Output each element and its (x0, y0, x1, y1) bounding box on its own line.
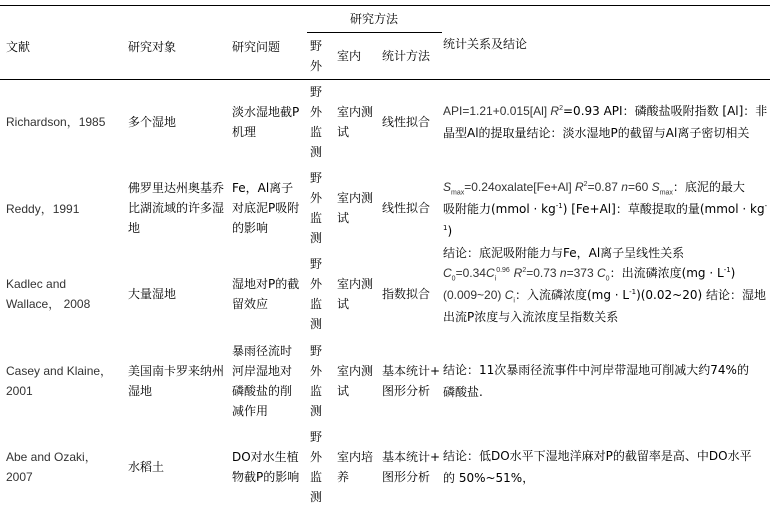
reference-cell (6, 447, 97, 487)
formula-text: =0.24oxalate[Fe+Al] (464, 180, 575, 194)
question-line: DO对水生植 (232, 450, 299, 464)
question-line: 湿地对P的截 (232, 277, 300, 291)
question-cell (232, 178, 299, 238)
reference-line: Wallace， 2008 (6, 297, 91, 311)
subject-line: 佛罗里达州奥基乔 (128, 181, 225, 195)
superscript: -1 (443, 202, 768, 232)
stat-method-cell: 线性拟合 (382, 115, 431, 129)
conclusion-line: 晶型Al的提取量结论：淡水湿地P的截留与Al离子密切相关 (443, 126, 750, 140)
conclusion-cell (443, 176, 768, 264)
reference-line: 2007 (6, 470, 33, 484)
s-symbol: S (651, 180, 660, 194)
formula-text: 吸附能力(mmol · kg (443, 202, 556, 216)
conclusion-line: 结论：11次暴雨径流事件中河岸带湿地可削减大约74%的 (443, 363, 749, 377)
stat-method-cell: 指数拟合 (382, 287, 431, 301)
reference-cell (6, 274, 90, 314)
stat-method-cell (382, 361, 440, 401)
formula-text: =0.34 (455, 266, 486, 280)
question-line: 减作用 (232, 404, 269, 418)
question-cell (232, 102, 299, 142)
subject-cell (128, 178, 224, 238)
formula-text: ) (730, 266, 736, 280)
subscript: 0 (605, 275, 610, 283)
field-char: 外 (310, 277, 323, 291)
conclusion-cell (443, 262, 768, 328)
s-symbol: S (443, 180, 452, 194)
reference-cell: Reddy，1991 (6, 202, 80, 216)
formula-text: =373 (566, 266, 597, 280)
subject-cell: 水稻土 (128, 460, 165, 474)
conclusion-line: 磷酸盐. (443, 385, 483, 399)
superscript: -1 (629, 288, 637, 296)
subscript: max (451, 189, 465, 197)
r-symbol: R (575, 180, 584, 194)
conclusion-line: 结论：低DO水平下湿地洋麻对P的截留率是高、中DO水平 (443, 449, 752, 463)
reference-cell: Richardson，1985 (6, 115, 106, 129)
subscript: max (659, 189, 673, 197)
formula-text: API=1.21+0.015[Al] (443, 104, 551, 118)
question-cell (232, 341, 292, 421)
subject-cell: 大量湿地 (128, 287, 177, 301)
header-subject: 研究对象 (128, 40, 177, 54)
formula-text: =0.93 API：磷酸盐吸附指数 [Al]：非 (563, 104, 768, 118)
subscript: 0 (451, 275, 456, 283)
subject-line: 比湖流域的许多湿 (128, 201, 225, 215)
header-field: 野外 (310, 39, 323, 73)
conclusion-line (443, 198, 768, 242)
lab-line: 试 (337, 125, 350, 139)
field-cell (310, 168, 324, 248)
field-char: 测 (310, 404, 323, 418)
stat-method-cell: 线性拟合 (382, 201, 431, 215)
field-char: 外 (310, 105, 323, 119)
question-line: 河岸湿地对 (232, 364, 293, 378)
conclusion-cell (443, 445, 768, 489)
field-char: 外 (310, 450, 323, 464)
superscript: -1 (555, 202, 563, 210)
formula-text: =60 (627, 180, 652, 194)
question-line: 磷酸盐的削 (232, 384, 293, 398)
subscript: i (513, 297, 515, 305)
header-method-group: 研究方法 (350, 12, 399, 26)
lab-cell (337, 188, 373, 228)
field-cell (310, 341, 324, 421)
superscript: -1 (723, 266, 731, 274)
field-char: 外 (310, 364, 323, 378)
lab-line: 室内测 (337, 277, 374, 291)
formula-text: ) [Fe+Al]：草酸提取的量(mmol · kg (562, 202, 765, 216)
lab-line: 室内培 (337, 450, 374, 464)
formula-text: (0.009~20) (443, 288, 505, 302)
subscript: i (494, 275, 497, 283)
question-line: 对底泥P吸附 (232, 201, 300, 215)
question-line: 的影响 (232, 221, 269, 235)
formula-text: ：底泥的最大 (672, 180, 745, 194)
conclusion-cell (443, 359, 768, 403)
field-char: 外 (310, 191, 323, 205)
field-char: 监 (310, 470, 323, 484)
stat-method-line: 图形分析 (382, 470, 431, 484)
question-cell (232, 274, 299, 314)
c-symbol: C (443, 266, 452, 280)
lab-cell (337, 274, 373, 314)
formula-text: =0.87 (587, 180, 622, 194)
field-char: 监 (310, 384, 323, 398)
lab-line: 室内测 (337, 105, 374, 119)
question-line: 暴雨径流时 (232, 344, 293, 358)
field-char: 野 (310, 257, 323, 271)
field-char: 监 (310, 125, 323, 139)
reference-line: Abe and Ozaki， (6, 450, 97, 464)
superscript: 2 (583, 181, 588, 188)
field-cell (310, 427, 324, 507)
header-question: 研究问题 (232, 40, 281, 54)
conclusion-line: 出流P浓度与入流浓度呈指数关系 (443, 310, 619, 324)
lab-line: 养 (337, 470, 350, 484)
conclusion-cell (443, 100, 768, 144)
reference-line: Kadlec and (6, 277, 67, 291)
conclusion-line (443, 176, 768, 198)
question-line: 物截P的影响 (232, 470, 300, 484)
r-symbol: R (513, 266, 523, 280)
field-char: 野 (310, 85, 323, 99)
header-bottom-rule (0, 79, 770, 80)
n-symbol: n (621, 180, 628, 194)
field-char: 野 (310, 171, 323, 185)
table-top-rule (0, 5, 770, 6)
field-char: 测 (310, 231, 323, 245)
formula-text: ：出流磷浓度(mg · L (609, 266, 724, 280)
question-line: 机理 (232, 125, 257, 139)
formula-text: ：入流磷浓度(mg · L (514, 288, 630, 302)
subject-line: 湿地 (128, 384, 153, 398)
stat-method-line: 图形分析 (382, 384, 431, 398)
field-cell (310, 82, 324, 162)
header-stat-method: 统计方法 (382, 49, 431, 63)
lab-line: 室内测 (337, 364, 374, 378)
stat-method-line: 基本统计+ (382, 450, 441, 464)
c-symbol: C (504, 288, 514, 302)
lab-line: 室内测 (337, 191, 374, 205)
conclusion-line (443, 100, 768, 122)
lab-line: 试 (337, 297, 350, 311)
field-cell (310, 254, 324, 334)
reference-cell (6, 361, 112, 401)
formula-text: )(0.02~20) 结论：湿地 (636, 288, 766, 302)
reference-line: 2001 (6, 384, 33, 398)
field-char: 测 (310, 490, 323, 504)
formula-text: =0.73 (526, 266, 560, 280)
header-lab: 室内 (337, 49, 362, 63)
r-symbol: R (550, 104, 560, 118)
subject-line: 美国南卡罗来纳州 (128, 364, 225, 378)
lab-line: 试 (337, 384, 350, 398)
subject-line: 地 (128, 221, 141, 235)
field-char: 监 (310, 297, 323, 311)
superscript: 0.96 (496, 267, 510, 274)
formula-text: ) (447, 224, 453, 238)
superscript: 2 (559, 105, 563, 112)
field-char: 监 (310, 211, 323, 225)
question-line: Fe，Al离子 (232, 181, 294, 195)
stat-method-line: 基本统计+ (382, 364, 441, 378)
c-symbol: C (485, 266, 495, 280)
question-line: 淡水湿地截P (232, 105, 300, 119)
lab-cell (337, 102, 373, 142)
question-cell (232, 447, 299, 487)
method-group-rule (307, 32, 442, 33)
header-reference: 文献 (6, 40, 31, 54)
c-symbol: C (596, 266, 606, 280)
subject-cell: 多个湿地 (128, 115, 177, 129)
conclusion-line (443, 262, 768, 284)
field-char: 野 (310, 430, 323, 444)
lab-line: 试 (337, 211, 350, 225)
lab-cell (337, 361, 373, 401)
field-char: 测 (310, 317, 323, 331)
n-symbol: n (559, 266, 567, 280)
superscript: 2 (522, 267, 527, 274)
conclusion-line: 的 50%~51%， (443, 471, 535, 485)
conclusion-line: 结论：底泥吸附能力与Fe，Al离子呈线性关系 (443, 246, 685, 260)
question-line: 留效应 (232, 297, 269, 311)
field-char: 野 (310, 344, 323, 358)
stat-method-cell (382, 447, 440, 487)
lab-cell (337, 447, 373, 487)
field-char: 测 (310, 145, 323, 159)
conclusion-line (443, 284, 768, 306)
reference-line: Casey and Klaine， (6, 364, 113, 378)
header-conclusion: 统计关系及结论 (443, 37, 528, 51)
subject-cell (128, 361, 224, 401)
